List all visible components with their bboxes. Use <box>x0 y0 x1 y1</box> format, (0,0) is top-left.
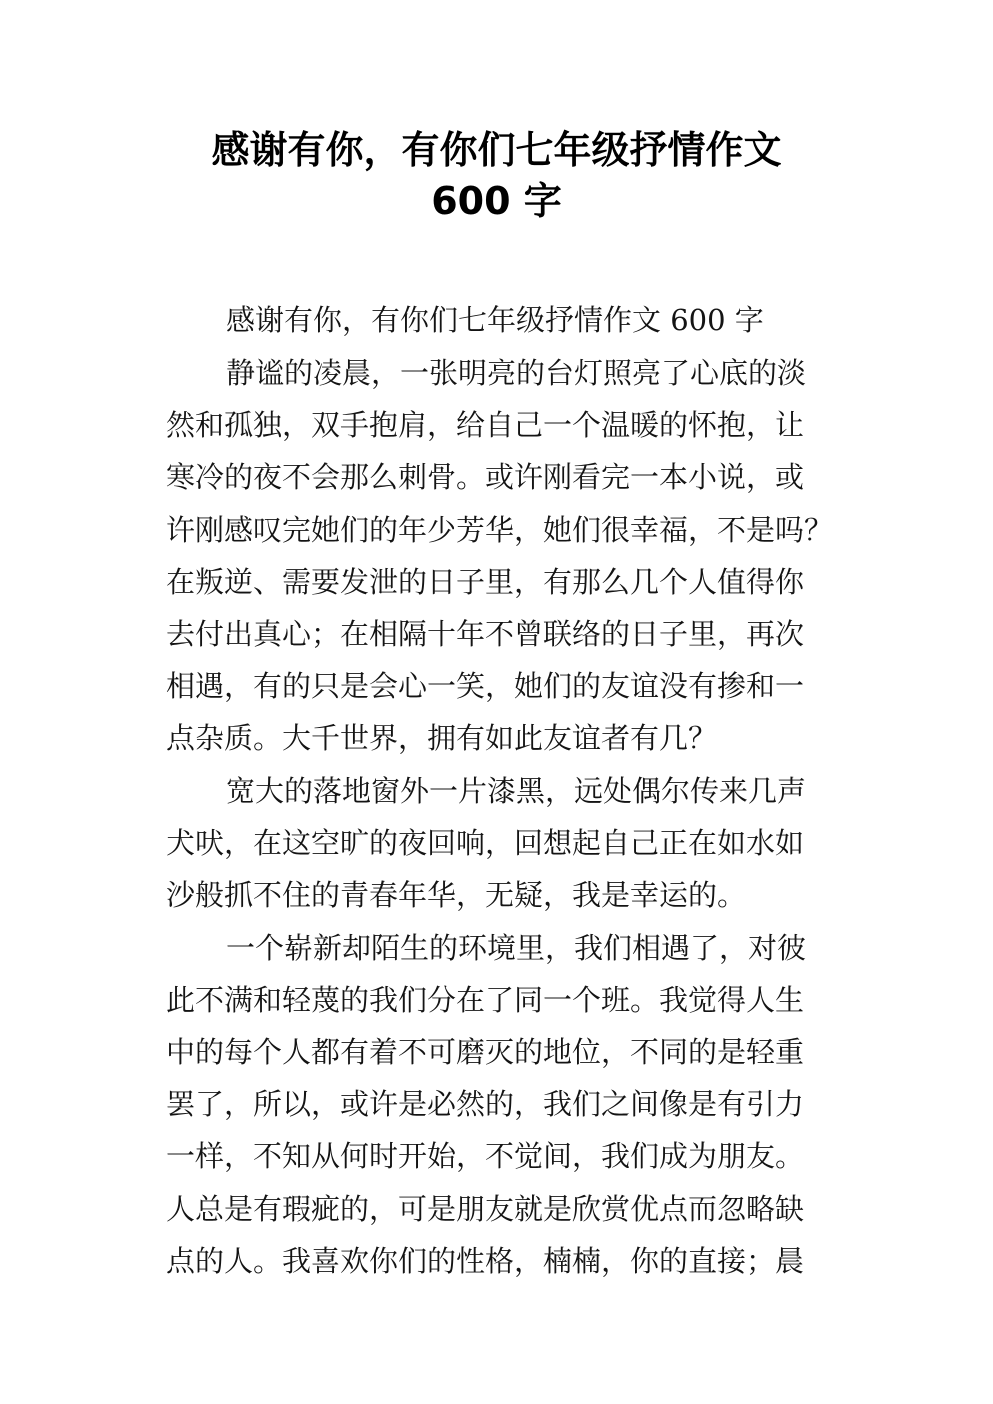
document-title-line-2: 600 字 <box>431 179 562 223</box>
body-line: 一样，不知从何时开始，不觉间，我们成为朋友。 <box>166 1139 805 1173</box>
body-line: 罢了，所以，或许是必然的，我们之间像是有引力 <box>166 1087 805 1121</box>
body-line: 寒冷的夜不会那么刺骨。或许刚看完一本小说，或 <box>166 460 805 494</box>
body-line: 在叛逆、需要发泄的日子里，有那么几个人值得你 <box>166 565 805 599</box>
body-line: 静谧的凌晨，一张明亮的台灯照亮了心底的淡 <box>226 356 807 390</box>
body-line: 犬吠，在这空旷的夜回响，回想起自己正在如水如 <box>166 826 805 860</box>
body-line: 然和孤独，双手抱肩，给自己一个温暖的怀抱，让 <box>166 408 805 442</box>
body-line: 点的人。我喜欢你们的性格，楠楠，你的直接；晨 <box>166 1244 805 1278</box>
body-line: 宽大的落地窗外一片漆黑，远处偶尔传来几声 <box>226 774 807 808</box>
document-title-line-1: 感谢有你，有你们七年级抒情作文 <box>211 128 782 172</box>
body-line: 点杂质。大千世界，拥有如此友谊者有几？ <box>166 721 718 755</box>
body-line: 感谢有你，有你们七年级抒情作文 600 字 <box>226 303 764 337</box>
body-line: 一个崭新却陌生的环境里，我们相遇了，对彼 <box>226 931 807 965</box>
body-line: 中的每个人都有着不可磨灭的地位，不同的是轻重 <box>166 1035 805 1069</box>
body-line: 此不满和轻蔑的我们分在了同一个班。我觉得人生 <box>166 983 805 1017</box>
body-line: 相遇，有的只是会心一笑，她们的友谊没有掺和一 <box>166 669 805 703</box>
body-line: 去付出真心；在相隔十年不曾联络的日子里，再次 <box>166 617 805 651</box>
body-line: 人总是有瑕疵的，可是朋友就是欣赏优点而忽略缺 <box>166 1192 805 1226</box>
body-line: 许刚感叹完她们的年少芳华，她们很幸福，不是吗？ <box>166 513 834 547</box>
body-line: 沙般抓不住的青春年华，无疑，我是幸运的。 <box>166 878 747 912</box>
